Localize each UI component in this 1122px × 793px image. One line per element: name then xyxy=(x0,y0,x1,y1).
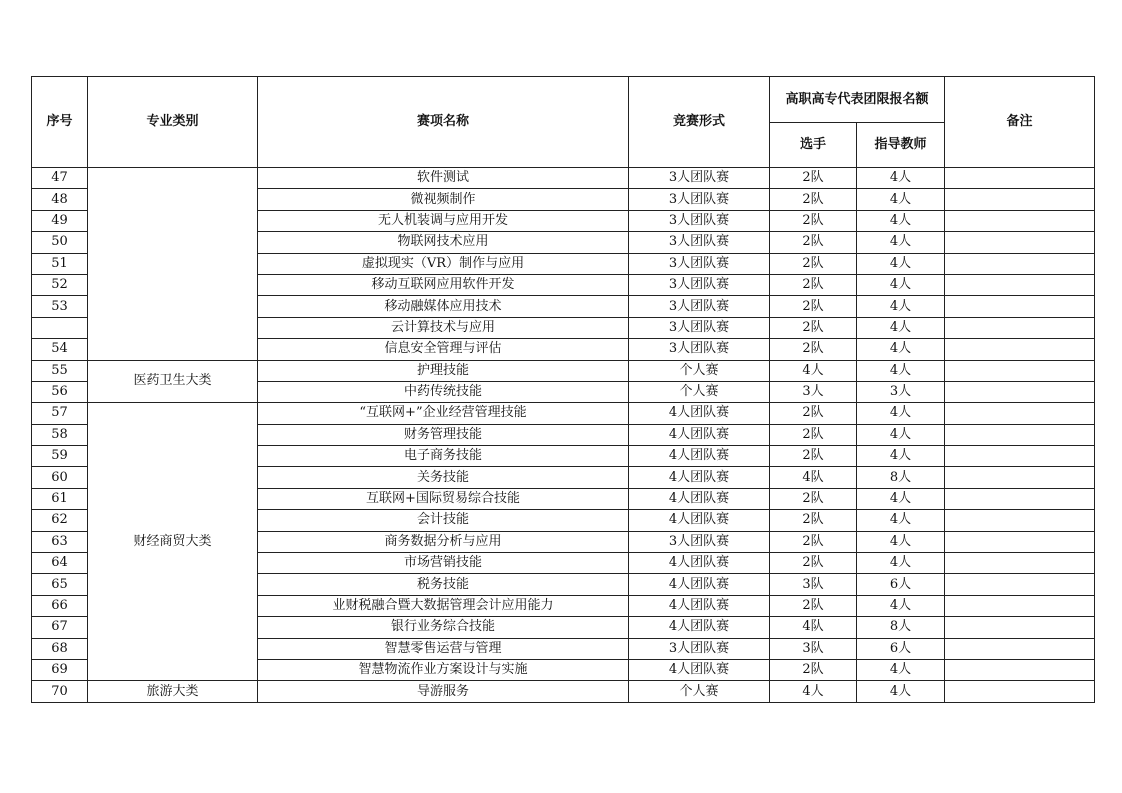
cell-event: 税务技能 xyxy=(258,574,629,595)
cell-note xyxy=(945,296,1095,317)
cell-player: 4人 xyxy=(770,681,857,702)
cell-player: 2队 xyxy=(770,424,857,445)
cell-note xyxy=(945,317,1095,338)
cell-event: 云计算技术与应用 xyxy=(258,317,629,338)
cell-category: 旅游大类 xyxy=(88,681,258,702)
cell-note xyxy=(945,339,1095,360)
cell-teacher: 6人 xyxy=(857,638,945,659)
cell-note xyxy=(945,659,1095,680)
cell-seq: 61 xyxy=(32,488,88,509)
cell-teacher: 4人 xyxy=(857,210,945,231)
cell-format: 4人团队赛 xyxy=(629,488,770,509)
cell-player: 2队 xyxy=(770,317,857,338)
cell-player: 3队 xyxy=(770,574,857,595)
header-note: 备注 xyxy=(945,77,1095,168)
table-row xyxy=(32,360,1095,381)
cell-format: 3人团队赛 xyxy=(629,296,770,317)
cell-seq: 55 xyxy=(32,360,88,381)
cell-seq: 54 xyxy=(32,339,88,360)
cell-event: 互联网+国际贸易综合技能 xyxy=(258,488,629,509)
cell-event: 商务数据分析与应用 xyxy=(258,531,629,552)
cell-seq: 64 xyxy=(32,553,88,574)
cell-seq: 52 xyxy=(32,274,88,295)
cell-format: 个人赛 xyxy=(629,360,770,381)
cell-player: 3队 xyxy=(770,638,857,659)
cell-note xyxy=(945,681,1095,702)
cell-player: 2队 xyxy=(770,253,857,274)
header-seq: 序号 xyxy=(32,77,88,168)
cell-teacher: 4人 xyxy=(857,339,945,360)
cell-player: 2队 xyxy=(770,274,857,295)
cell-note xyxy=(945,360,1095,381)
cell-player: 2队 xyxy=(770,510,857,531)
cell-note xyxy=(945,381,1095,402)
cell-event: 业财税融合暨大数据管理会计应用能力 xyxy=(258,595,629,616)
cell-seq: 60 xyxy=(32,467,88,488)
cell-player: 2队 xyxy=(770,531,857,552)
header-event: 赛项名称 xyxy=(258,77,629,168)
cell-event: 中药传统技能 xyxy=(258,381,629,402)
cell-event: 物联网技术应用 xyxy=(258,232,629,253)
cell-teacher: 4人 xyxy=(857,510,945,531)
cell-note xyxy=(945,232,1095,253)
cell-format: 3人团队赛 xyxy=(629,638,770,659)
cell-player: 2队 xyxy=(770,488,857,509)
cell-format: 3人团队赛 xyxy=(629,317,770,338)
cell-seq: 66 xyxy=(32,595,88,616)
cell-note xyxy=(945,253,1095,274)
cell-player: 2队 xyxy=(770,339,857,360)
cell-note xyxy=(945,574,1095,595)
cell-format: 3人团队赛 xyxy=(629,253,770,274)
cell-player: 3人 xyxy=(770,381,857,402)
cell-player: 2队 xyxy=(770,168,857,189)
cell-teacher: 4人 xyxy=(857,189,945,210)
table-header xyxy=(32,77,1095,168)
cell-format: 3人团队赛 xyxy=(629,339,770,360)
cell-seq: 57 xyxy=(32,403,88,424)
cell-teacher: 4人 xyxy=(857,659,945,680)
cell-teacher: 4人 xyxy=(857,274,945,295)
cell-category xyxy=(88,168,258,361)
table-row xyxy=(32,681,1095,702)
cell-seq: 63 xyxy=(32,531,88,552)
cell-seq: 70 xyxy=(32,681,88,702)
cell-teacher: 4人 xyxy=(857,296,945,317)
cell-format: 4人团队赛 xyxy=(629,595,770,616)
header-category: 专业类别 xyxy=(88,77,258,168)
cell-seq: 49 xyxy=(32,210,88,231)
cell-player: 2队 xyxy=(770,595,857,616)
cell-event: 移动融媒体应用技术 xyxy=(258,296,629,317)
cell-format: 4人团队赛 xyxy=(629,574,770,595)
cell-teacher: 4人 xyxy=(857,360,945,381)
cell-teacher: 4人 xyxy=(857,681,945,702)
cell-player: 4队 xyxy=(770,467,857,488)
cell-format: 4人团队赛 xyxy=(629,446,770,467)
cell-teacher: 4人 xyxy=(857,317,945,338)
cell-seq: 47 xyxy=(32,168,88,189)
cell-note xyxy=(945,617,1095,638)
cell-format: 4人团队赛 xyxy=(629,403,770,424)
cell-event: 护理技能 xyxy=(258,360,629,381)
cell-category: 医药卫生大类 xyxy=(88,360,258,403)
cell-player: 2队 xyxy=(770,232,857,253)
table-body xyxy=(32,168,1095,703)
cell-seq: 56 xyxy=(32,381,88,402)
cell-seq: 48 xyxy=(32,189,88,210)
cell-seq: 67 xyxy=(32,617,88,638)
cell-format: 3人团队赛 xyxy=(629,232,770,253)
cell-player: 4人 xyxy=(770,360,857,381)
cell-seq: 51 xyxy=(32,253,88,274)
cell-seq: 68 xyxy=(32,638,88,659)
cell-seq: 62 xyxy=(32,510,88,531)
cell-event: 电子商务技能 xyxy=(258,446,629,467)
cell-player: 2队 xyxy=(770,659,857,680)
cell-event: 软件测试 xyxy=(258,168,629,189)
cell-teacher: 4人 xyxy=(857,446,945,467)
cell-format: 3人团队赛 xyxy=(629,210,770,231)
cell-note xyxy=(945,531,1095,552)
cell-note xyxy=(945,553,1095,574)
cell-player: 2队 xyxy=(770,296,857,317)
cell-seq: 59 xyxy=(32,446,88,467)
cell-seq: 65 xyxy=(32,574,88,595)
cell-note xyxy=(945,189,1095,210)
cell-teacher: 4人 xyxy=(857,403,945,424)
cell-seq: 50 xyxy=(32,232,88,253)
cell-note xyxy=(945,467,1095,488)
cell-event: 导游服务 xyxy=(258,681,629,702)
cell-event: 关务技能 xyxy=(258,467,629,488)
cell-note xyxy=(945,168,1095,189)
cell-event: 移动互联网应用软件开发 xyxy=(258,274,629,295)
cell-note xyxy=(945,510,1095,531)
cell-event: 财务管理技能 xyxy=(258,424,629,445)
cell-teacher: 4人 xyxy=(857,232,945,253)
cell-format: 4人团队赛 xyxy=(629,510,770,531)
cell-note xyxy=(945,595,1095,616)
cell-format: 3人团队赛 xyxy=(629,189,770,210)
table-row xyxy=(32,403,1095,424)
cell-event: 会计技能 xyxy=(258,510,629,531)
cell-note xyxy=(945,210,1095,231)
cell-format: 3人团队赛 xyxy=(629,168,770,189)
header-teacher: 指导教师 xyxy=(857,123,945,168)
cell-format: 4人团队赛 xyxy=(629,553,770,574)
cell-teacher: 4人 xyxy=(857,424,945,445)
cell-event: 智慧零售运营与管理 xyxy=(258,638,629,659)
table-row xyxy=(32,168,1095,189)
cell-teacher: 4人 xyxy=(857,168,945,189)
cell-event: “互联网+”企业经营管理技能 xyxy=(258,403,629,424)
cell-teacher: 4人 xyxy=(857,253,945,274)
cell-player: 2队 xyxy=(770,446,857,467)
cell-event: 智慧物流作业方案设计与实施 xyxy=(258,659,629,680)
cell-teacher: 4人 xyxy=(857,553,945,574)
cell-event: 银行业务综合技能 xyxy=(258,617,629,638)
cell-note xyxy=(945,424,1095,445)
cell-player: 2队 xyxy=(770,403,857,424)
cell-seq: 69 xyxy=(32,659,88,680)
cell-format: 4人团队赛 xyxy=(629,617,770,638)
cell-event: 虚拟现实（VR）制作与应用 xyxy=(258,253,629,274)
cell-event: 微视频制作 xyxy=(258,189,629,210)
cell-teacher: 3人 xyxy=(857,381,945,402)
cell-format: 3人团队赛 xyxy=(629,274,770,295)
cell-format: 4人团队赛 xyxy=(629,467,770,488)
cell-player: 2队 xyxy=(770,189,857,210)
cell-format: 3人团队赛 xyxy=(629,531,770,552)
cell-note xyxy=(945,638,1095,659)
cell-teacher: 8人 xyxy=(857,617,945,638)
cell-format: 4人团队赛 xyxy=(629,659,770,680)
cell-seq xyxy=(32,317,88,338)
cell-teacher: 6人 xyxy=(857,574,945,595)
cell-seq: 58 xyxy=(32,424,88,445)
header-format: 竞赛形式 xyxy=(629,77,770,168)
cell-event: 市场营销技能 xyxy=(258,553,629,574)
cell-seq: 53 xyxy=(32,296,88,317)
cell-teacher: 8人 xyxy=(857,467,945,488)
cell-note xyxy=(945,403,1095,424)
competition-quota-table xyxy=(31,76,1095,703)
cell-event: 无人机装调与应用开发 xyxy=(258,210,629,231)
cell-format: 4人团队赛 xyxy=(629,424,770,445)
cell-note xyxy=(945,488,1095,509)
cell-teacher: 4人 xyxy=(857,488,945,509)
cell-event: 信息安全管理与评估 xyxy=(258,339,629,360)
cell-note xyxy=(945,446,1095,467)
cell-player: 2队 xyxy=(770,210,857,231)
cell-format: 个人赛 xyxy=(629,681,770,702)
cell-teacher: 4人 xyxy=(857,531,945,552)
cell-format: 个人赛 xyxy=(629,381,770,402)
cell-teacher: 4人 xyxy=(857,595,945,616)
cell-category: 财经商贸大类 xyxy=(88,403,258,681)
header-player: 选手 xyxy=(770,123,857,168)
cell-player: 2队 xyxy=(770,553,857,574)
cell-player: 4队 xyxy=(770,617,857,638)
cell-note xyxy=(945,274,1095,295)
header-quota: 高职高专代表团限报名额 xyxy=(770,77,945,123)
